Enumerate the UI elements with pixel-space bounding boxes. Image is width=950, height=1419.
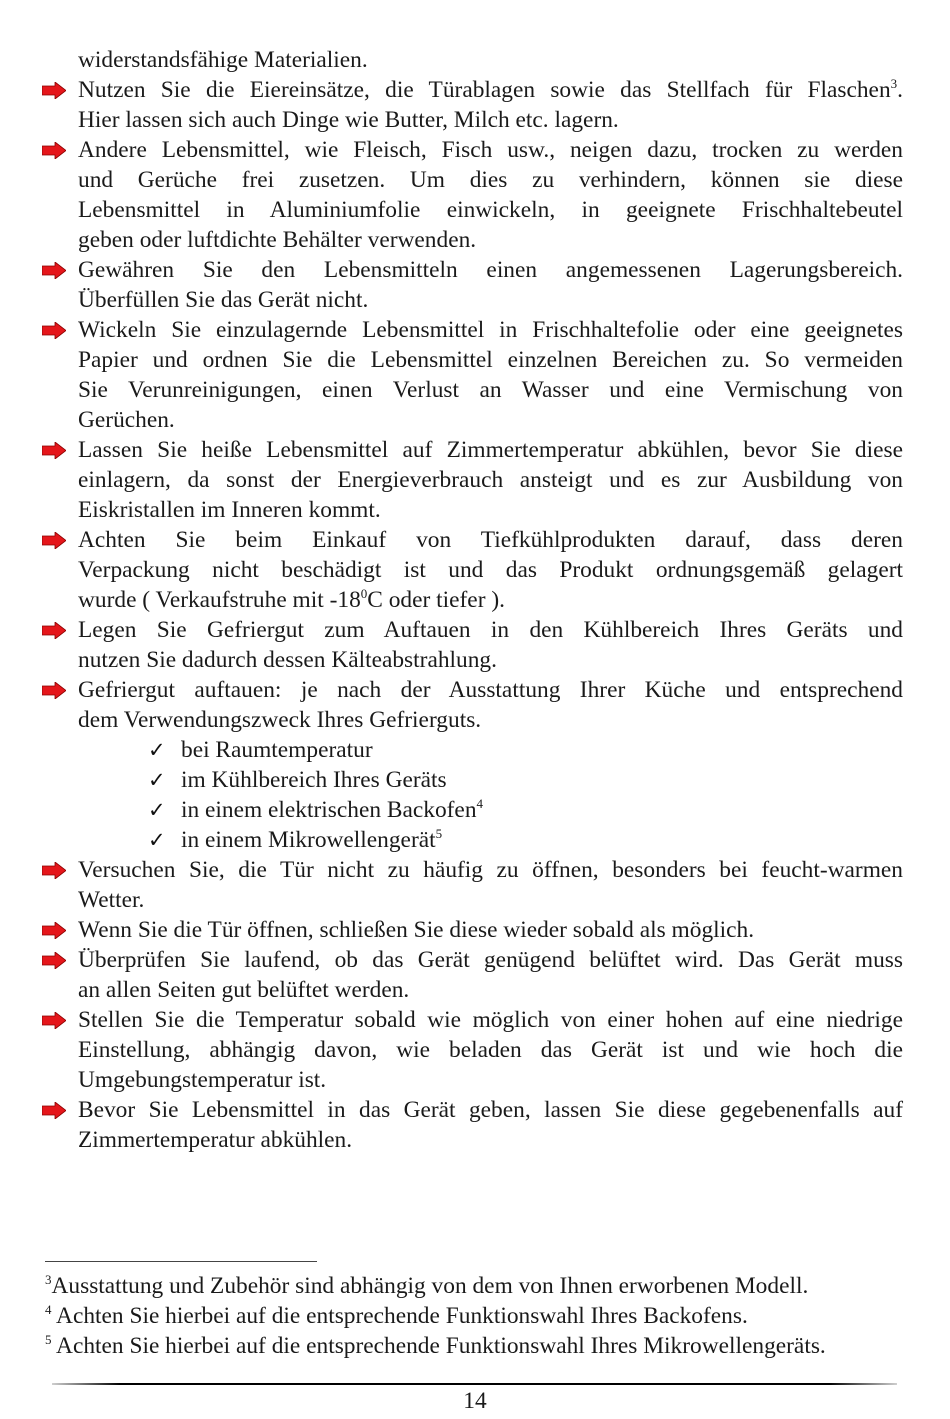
bullet-list [78,75,903,1155]
bullet-line: Nutzen Sie die Eiereinsätze, die Türablagen sowie das Stellfach für Flaschen$^3$. [78,76,903,103]
red-arrow-icon [42,1012,66,1029]
checkmark-icon: ✓ [148,738,166,762]
footnote: $^5$ Achten Sie hierbei auf die entsprechende Funktionswahl Ihres Mikrowellengeräts. [45,1332,826,1359]
bullet-item [78,75,903,135]
red-arrow-icon [42,532,66,549]
check-item: ✓ in einem Mikrowellengerät$^5$ [148,826,443,853]
checkmark-icon: ✓ [148,798,166,822]
bullet-line: Gerüchen. [78,407,175,433]
footnote: $^4$ Achten Sie hierbei auf die entsprechende Funktionswahl Ihres Backofens. [45,1302,748,1329]
bullet-line: dem Verwendungszweck Ihres Gefrierguts. [78,707,482,733]
check-list [148,735,903,855]
bullet-line: Versuchen Sie, die Tür nicht zu häufig zu öffnen, besonders bei feucht-warmen [78,857,903,883]
check-item: ✓ bei Raumtemperatur [148,737,373,763]
lead-line: widerstandsfähige Materialien. [78,47,368,73]
check-item: ✓ in einem elektrischen Backofen$^4$ [148,796,484,823]
bullet-line: Stellen Sie die Temperatur sobald wie möglich von einer hohen auf eine niedrige [78,1007,903,1033]
bullet-line: Eiskristallen im Inneren kommt. [78,497,381,523]
red-arrow-icon [42,142,66,159]
footnotes [45,1271,905,1361]
red-arrow-icon [42,1102,66,1119]
bullet-item [78,855,903,915]
checkmark-icon: ✓ [148,828,166,852]
footnote: $^3$Ausstattung und Zubehör sind abhängig von dem von Ihnen erworbenen Modell. [45,1272,809,1299]
bullet-line: Lebensmittel in Aluminiumfolie einwickeln, in geeignete Frischhaltebeutel [78,197,903,223]
red-arrow-icon [42,952,66,969]
bullet-item [78,255,903,315]
bullet-item [78,135,903,255]
bullet-line: Gewähren Sie den Lebensmitteln einen angemessenen Lagerungsbereich. [78,257,903,283]
red-arrow-icon [42,82,66,99]
footnote-ref: 0 [360,586,368,601]
footnote-number: 5 [45,1332,52,1347]
bullet-line: Papier und ordnen Sie die Lebensmittel einzelnen Bereichen zu. So vermeiden [78,347,903,373]
page-number: 14 [463,1388,487,1414]
footnote-number: 4 [45,1302,52,1317]
red-arrow-icon [42,682,66,699]
footnote-separator [45,1261,317,1262]
bullet-item [78,615,903,675]
bullet-item [78,1005,903,1095]
bullet-line: Zimmertemperatur abkühlen. [78,1127,353,1153]
bullet-line: Einstellung, abhängig davon, wie beladen das Gerät ist und wie hoch die [78,1037,903,1063]
bullet-line: geben oder luftdichte Behälter verwenden. [78,227,477,253]
bullet-line: nutzen Sie dadurch dessen Kälteabstrahlung. [78,647,497,673]
bullet-line: Gefriergut auftauen: je nach der Ausstattung Ihrer Küche und entsprechend [78,677,903,703]
bullet-line: wurde ( Verkaufstruhe mit $-18^0C$ oder tiefer ). [78,586,505,613]
body-text [78,45,903,1155]
bullet-line: Wenn Sie die Tür öffnen, schließen Sie diese wieder sobald als möglich. [78,917,755,943]
bullet-item [78,1095,903,1155]
red-arrow-icon [42,922,66,939]
bullet-line: und Gerüche frei zusetzen. Um dies zu verhindern, können sie diese [78,167,903,193]
bullet-item [78,675,903,855]
bullet-line: Bevor Sie Lebensmittel in das Gerät geben, lassen Sie diese gegebenenfalls auf [78,1097,903,1123]
red-arrow-icon [42,622,66,639]
bullet-line: Achten Sie beim Einkauf von Tiefkühlprodukten darauf, dass deren [78,527,903,553]
bullet-item [78,435,903,525]
checkmark-icon: ✓ [148,768,166,792]
red-arrow-icon [42,262,66,279]
bullet-line: Wickeln Sie einzulagernde Lebensmittel in Frischhaltefolie oder eine geeignetes [78,317,903,343]
check-item: ✓ im Kühlbereich Ihres Geräts [148,767,447,793]
bullet-line: Umgebungstemperatur ist. [78,1067,327,1093]
bullet-line: Hier lassen sich auch Dinge wie Butter, Milch etc. lagern. [78,107,619,133]
bullet-line: Legen Sie Gefriergut zum Auftauen in den Kühlbereich Ihres Geräts und [78,617,903,643]
bullet-item [78,525,903,615]
bullet-line: Andere Lebensmittel, wie Fleisch, Fisch usw., neigen dazu, trocken zu werden [78,137,903,163]
red-arrow-icon [42,322,66,339]
bullet-line: Überfüllen Sie das Gerät nicht. [78,287,369,313]
bullet-line: Lassen Sie heiße Lebensmittel auf Zimmertemperatur abkühlen, bevor Sie diese [78,437,903,463]
bullet-line: Verpackung nicht beschädigt ist und das Produkt ordnungsgemäß gelagert [78,557,903,583]
footnote-ref: 5 [435,826,443,841]
bullet-item [78,315,903,435]
bullet-item [78,945,903,1005]
footnote-ref: 3 [890,76,898,91]
red-arrow-icon [42,442,66,459]
footnote-ref: 4 [476,796,484,811]
bullet-line: an allen Seiten gut belüftet werden. [78,977,410,1003]
bullet-line: Sie Verunreinigungen, einen Verlust an Wasser und eine Vermischung von [78,377,903,403]
footer-rule [52,1383,897,1385]
bullet-item [78,915,903,945]
red-arrow-icon [42,862,66,879]
footnote-number: 3 [45,1272,52,1287]
bullet-line: einlagern, da sonst der Energieverbrauch ansteigt und es zur Ausbildung von [78,467,903,493]
bullet-line: Überprüfen Sie laufend, ob das Gerät genügend belüftet wird. Das Gerät muss [78,947,903,973]
bullet-line: Wetter. [78,887,145,913]
